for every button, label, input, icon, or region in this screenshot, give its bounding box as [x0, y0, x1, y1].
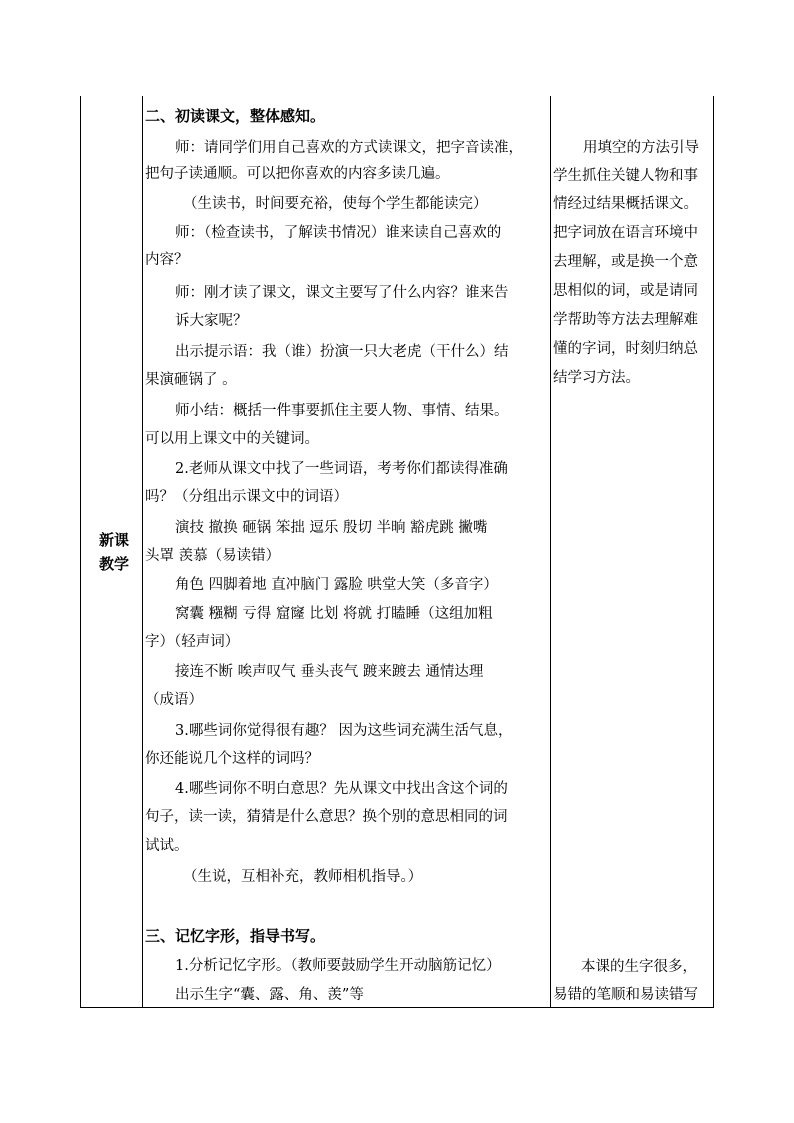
lesson-text-line: （生读书，时间要充裕，使每个学生都能读完） — [183, 196, 488, 212]
table-border-right — [713, 96, 714, 1008]
note-text-line: 用填空的方法引导 — [583, 140, 699, 156]
table-border-left — [80, 96, 81, 1008]
lesson-text-line: 2.老师从课文中找了一些词语，考考你们都读得准确 — [175, 461, 508, 477]
note-text-line: 易错的笔顺和易读错写 — [553, 987, 698, 1003]
table-border-col2 — [550, 96, 551, 1008]
section-label — [90, 528, 138, 576]
lesson-text-line: 字）（轻声词） — [145, 634, 240, 650]
note-text-line: 懂的字词，时刻归纳总 — [553, 341, 698, 357]
lesson-text-line: 出示生字“囊、露、角、羡”等 — [175, 987, 364, 1003]
note-text-line: 学帮助等方法去理解难 — [553, 312, 698, 328]
table-border-col1 — [142, 96, 143, 1008]
lesson-text-line: 可以用上课文中的关键词。 — [145, 431, 319, 447]
note-text-line: 本课的生字很多， — [581, 959, 697, 975]
lesson-text-line: 内容？ — [145, 252, 189, 268]
lesson-text-line: 出示提示语：我（谁）扮演一只大老虎（干什么）结 — [175, 344, 509, 360]
lesson-text-line: 句子，读一读，猜猜是什么意思？换个别的意思相同的词 — [145, 809, 508, 825]
lesson-text-line: 师：请同学们用自己喜欢的方式读课文，把字音读准， — [175, 140, 523, 156]
lesson-text-line: 1.分析记忆字形。（教师要鼓励学生开动脑筋记忆） — [175, 958, 501, 974]
note-text-line: 学生抓住关键人物和事 — [553, 168, 698, 184]
lesson-text-line: 诉大家呢？ — [175, 313, 248, 329]
lesson-text-line: 师小结：概括一件事要抓住主要人物、事情、结果。 — [175, 403, 509, 419]
table-border-bottom — [80, 1007, 714, 1008]
lesson-text-line: 窝囊 糨糊 亏得 窟窿 比划 将就 打瞌睡（这组加粗 — [175, 606, 493, 622]
note-text-line: 思相似的词，或是请同 — [553, 283, 698, 299]
lesson-text-line: 角色 四脚着地 直冲脑门 露脸 哄堂大笑（多音字） — [175, 577, 498, 593]
lesson-text-line: 师：（检查读书，了解读书情况）谁来读自己喜欢的 — [175, 225, 502, 241]
lesson-text-line: （生说，互相补充，教师相机指导。） — [183, 869, 423, 885]
lesson-text-line: 接连不断 唉声叹气 垂头丧气 踱来踱去 通情达理 — [175, 664, 484, 680]
lesson-text-line: 师：刚才读了课文，课文主要写了什么内容？谁来告 — [175, 285, 509, 301]
lesson-text-line: （成语） — [145, 692, 203, 708]
lesson-text-line: 演技 撤换 砸锅 笨拙 逗乐 殷切 半晌 豁虎跳 撇嘴 — [175, 520, 488, 536]
section-label-line-2: 教学 — [98, 555, 129, 573]
lesson-text-line: 吗？（分组出示课文中的词语） — [145, 489, 348, 505]
note-text-line: 情经过结果概括课文。 — [553, 196, 698, 212]
lesson-text-line: 三、记忆字形，指导书写。 — [145, 927, 326, 945]
note-text-line: 去理解，或是换一个意 — [553, 254, 698, 270]
lesson-text-line: 3.哪些词你觉得很有趣？ 因为这些词充满生活气息， — [175, 723, 513, 739]
note-text-line: 把字词放在语言环境中 — [553, 225, 698, 241]
lesson-text-line: 果演砸锅了 。 — [145, 372, 237, 388]
lesson-text-line: 把句子读通顺。可以把你喜欢的内容多读几遍。 — [145, 166, 450, 182]
section-label-line-1: 新课 — [98, 531, 129, 549]
lesson-text-line: 4.哪些词你不明白意思？先从课文中找出含这个词的 — [175, 781, 508, 797]
lesson-text-line: 你还能说几个这样的词吗？ — [145, 751, 319, 767]
lesson-text-line: 试试。 — [145, 838, 189, 854]
lesson-text-line: 头罩 羡慕（易读错） — [145, 548, 281, 564]
note-text-line: 结学习方法。 — [553, 370, 640, 386]
lesson-text-line: 二、初读课文，整体感知。 — [145, 107, 326, 125]
